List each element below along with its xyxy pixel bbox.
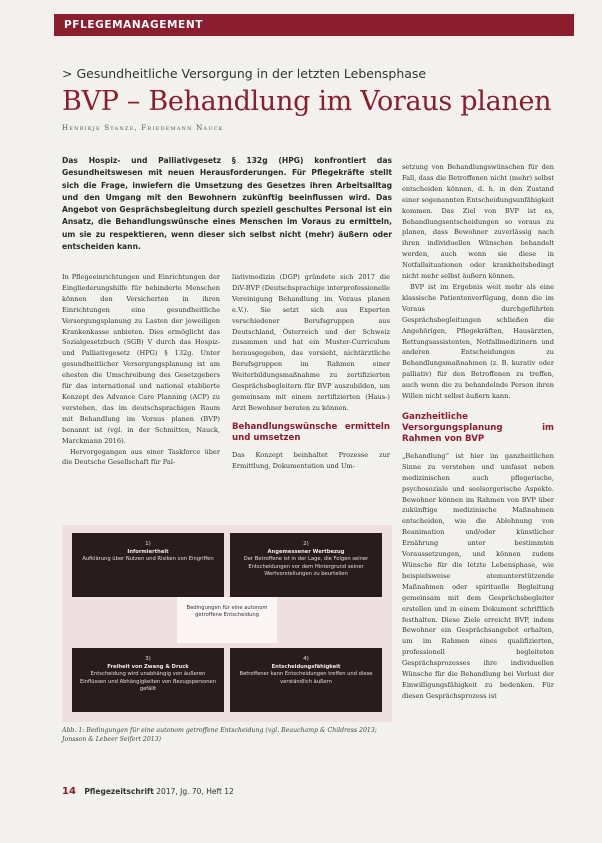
article-lead: Das Hospiz- und Palliativgesetz § 132g (HPG) konfrontiert das Gesundheitswesen mit neuen Herausforderungen. Für Pflegekräfte stellt sich die Frage, inwiefern die Umsetzung des Gesetzes ihren Arbeitsalltag und den Umgang mit den Bewohnern zukünftig beeinflussen wird. Das Angebot von Gesprächsbegleitung durch speziell geschultes Personal ist ein Ansatz, die Behandlungswünsche eines Menschen im Voraus zu ermitteln, um sie zu respektieren, wenn dieser sich selbst nicht (mehr) äußern oder entscheiden kann. bbox=[62, 156, 392, 252]
subheading: Ganzheitliche Versorgungsplanung im Rahmen von BVP bbox=[402, 411, 554, 444]
page-footer bbox=[62, 786, 234, 797]
figure-box-informiertheit: 1) Informiertheit Aufklärung über Nutzen und Risiken von Eingriffen bbox=[72, 533, 224, 597]
text-column-1 bbox=[62, 272, 220, 468]
text-column-3 bbox=[402, 162, 554, 702]
figure-autonomy-conditions bbox=[62, 525, 392, 722]
figure-box-wertbezug: 2) Angemessener Wertbezug Der Betroffene ist in der Lage, die Folgen seiner Entscheidungen vor dem Hintergrund seiner Wertvorstellungen zu beurteilen bbox=[230, 533, 382, 597]
subheading: Behandlungswünsche ermitteln und umsetzen bbox=[232, 421, 390, 443]
figure-caption: Abb. 1: Bedingungen für eine autonom getroffene Entscheidung (vgl. Beauchamp & Childress 2013; Jonsson & Lebeer Seifert 2013) bbox=[62, 727, 377, 743]
article-authors: Henrikje Stanze, Friedemann Nauck bbox=[62, 124, 224, 132]
paragraph: Hervorgegangen aus einer Taskforce über die Deutsche Gesellschaft für Pal- bbox=[62, 447, 220, 467]
article-kicker: > Gesundheitliche Versorgung in der letzten Lebensphase bbox=[62, 66, 427, 81]
section-header: PFLEGEMANAGEMENT bbox=[54, 14, 574, 36]
issue-info: 2017, Jg. 70, Heft 12 bbox=[156, 787, 234, 796]
paragraph: liativmedizin (DGP) gründete sich 2017 die DiV-BVP (Deutschsprachige interprofessionelle Vereinigung Behandlung im Voraus planen e.V.). Sie setzt sich aus Experten verschiedener Berufsgruppen aus Deutschland, Österreich und der Schweiz zusammen und hat ein Muster-Curriculum herausgegeben, das vorsieht, nichtärztliche Berufsgruppen im Rahmen einer Weiterbildungsmaßnahme zu zertifizierten Gesprächsbegleitern für BVP auszubilden, um gemeinsam mit einem zertifizierten (Haus-) Arzt Bewohner beraten zu können. bbox=[232, 273, 390, 412]
paragraph: In Pflegeeinrichtungen und Einrichtungen der Eingliederungshilfe für behinderte Menschen können den Versicherten in ihren Einrichtungen eine gesundheitliche Versorgungsplanung zu Lasten der jeweiligen Krankenkasse anbieten. Dies ermöglicht das Sozialgesetzbuch (SGB) V durch das Hospiz- und Palliativgesetz (HPG) § 132g. Unter gesundheitlicher Versorgungsplanung ist am ehesten die Umschreibung des Gesetzgebers für das international und national etablierte Konzept des Advance Care Planning (ACP) zu verstehen, das im deutschsprachigen Raum mit Behandlung im Voraus planen (BVP) benannt ist (vgl. in der Schmitten, Nauck, Marckmann 2016). bbox=[62, 273, 220, 445]
article-title: BVP – Behandlung im Voraus planen bbox=[62, 86, 552, 117]
paragraph: BVP ist im Ergebnis weit mehr als eine klassische Patientenverfügung, denn die im Voraus durchgeführten Gesprächsbegleitungen schließen die Angehörigen, Pflegekräften, Hausärzten, Rettungsassistenten, Notfallmedizinern und anderen Entscheidungen zu Behandlungsmaßnahmen (z. B. kurativ oder palliativ) für den Betroffenen zu treffen, auch wenn die zu behandelnde Person ihren Willen nicht selbst äußern kann. bbox=[402, 282, 554, 401]
paragraph: setzung von Behandlungswünschen für den Fall, dass die Betroffenen nicht (mehr) selbst entscheiden können, d. h. in den Zustand einer sogenannten Entscheidungsunfähigkeit kommen. Das Ziel von BVP ist es, Behandlungsentscheidungen so voraus zu planen, dass Bewohner zuverlässig nach ihren individuellen Wünschen behandelt werden, auch wenn sie diese in Notfallsituationen oder krankheitsbedingt nicht mehr selbst äußern können. bbox=[402, 163, 554, 281]
publication-name: Pflegezeitschrift bbox=[84, 787, 154, 796]
paragraph: Das Konzept beinhaltet Prozesse zur Ermittlung, Dokumentation und Um- bbox=[232, 450, 390, 470]
figure-center-label: Bedingungen für eine autonom getroffene Entscheidung bbox=[177, 597, 277, 643]
figure-box-freiheit: 3) Freiheit von Zwang & Druck Entscheidung wird unabhängig von äußeren Einflüssen und Abhängigkeiten von Bezugspersonen gefällt bbox=[72, 648, 224, 712]
text-column-2 bbox=[232, 272, 390, 472]
paragraph: „Behandlung“ ist hier im ganzheitlichen Sinne zu verstehen und umfasst neben medizinischen auch pflegerische, psychosoziale und seelsorgerische Aspekte. Bewohner können im Rahmen von BVP über zukünftige medizinische Maßnahmen entscheiden, wie die Ablehnung von Reanimation und/oder künstlicher Ernährung unter bestimmten Voraussetzungen, und können zudem Wünsche für die letzte Lebensphase, wie beispielsweise atemunterstützende Maßnahmen oder spirituelle Begleitung gemeinsam mit dem Gesprächsbegleiter erstellen und in einem Dokument schriftlich festhalten. Diese Ziele erreicht BVP, indem Bewohner ein Gesprächsangebot erhalten, um im Rahmen eines qualifizierten, professionell begleiteten Gesprächsprozesses ihre individuellen Wünsche für die Behandlung bei Verlust der Einwilligungsfähigkeit zu bedenken. Für diesen Gesprächsprozess ist bbox=[402, 451, 554, 700]
figure-box-entscheidungsfaehigkeit: 4) Entscheidungsfähigkeit Betroffener kann Entscheidungen treffen und diese verständlich äußern bbox=[230, 648, 382, 712]
page-number: 14 bbox=[62, 786, 76, 797]
